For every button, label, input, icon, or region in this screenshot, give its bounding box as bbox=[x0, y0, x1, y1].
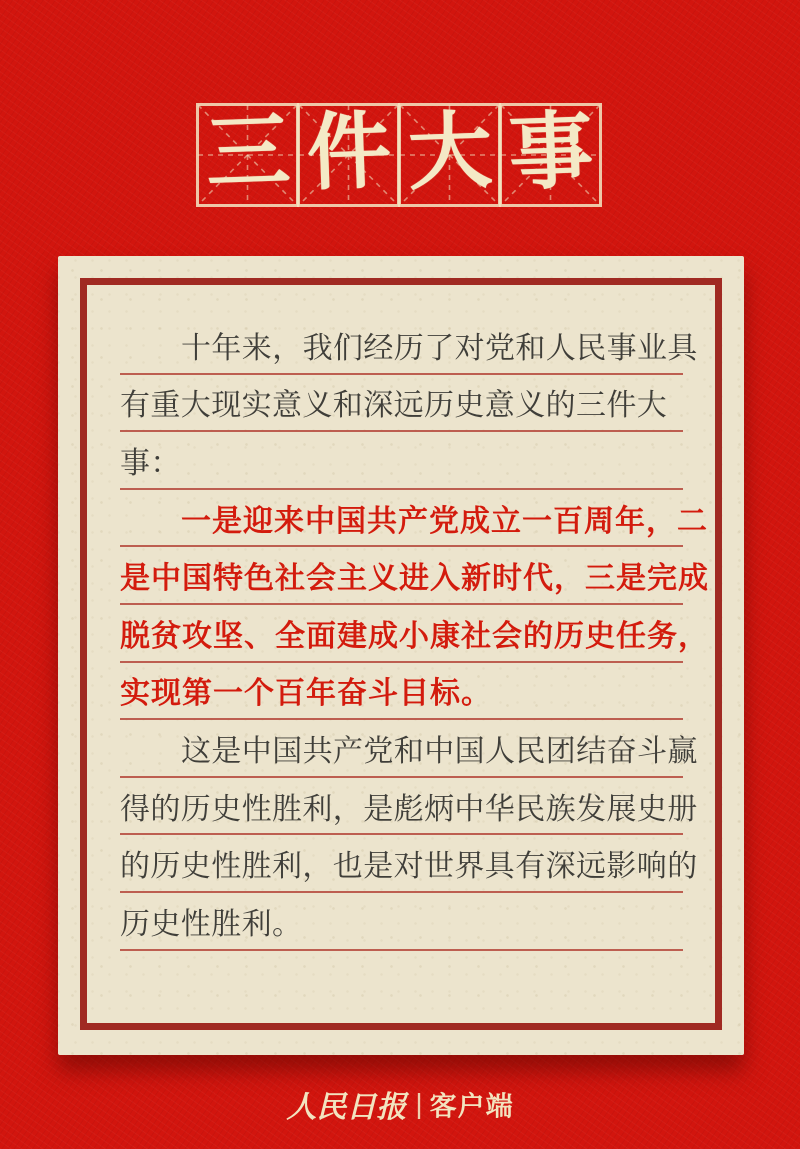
calligraphy-cell bbox=[196, 100, 299, 207]
text-line-content: 得的历史性胜利，是彪炳中华民族发展史册 bbox=[120, 792, 698, 826]
text-line-content: 脱贫攻坚、全面建成小康社会的历史任务， bbox=[120, 619, 709, 653]
text-line-content: 十年来，我们经历了对党和人民事业具 bbox=[181, 331, 698, 365]
text-line bbox=[120, 432, 683, 490]
calligraphy-cell bbox=[499, 100, 602, 207]
calligraphy-cell bbox=[398, 100, 501, 207]
brand-divider: | bbox=[415, 1088, 423, 1119]
text-line bbox=[120, 893, 683, 951]
text-line-content: 事： bbox=[120, 446, 181, 480]
text-line bbox=[120, 317, 698, 375]
text-line-content: 历史性胜利。 bbox=[120, 907, 303, 941]
text-line bbox=[120, 490, 708, 548]
title-character: 事 bbox=[506, 100, 595, 203]
text-line-content: 有重大现实意义和深远历史意义的三件大 bbox=[120, 389, 668, 423]
title-character: 件 bbox=[304, 100, 393, 203]
text-line-content: 的历史性胜利，也是对世界具有深远影响的 bbox=[120, 850, 698, 884]
peoples-daily-logo: 人民日报 bbox=[286, 1090, 407, 1125]
text-line bbox=[120, 835, 698, 893]
text-line-content: 是中国特色社会主义进入新时代，三是完成 bbox=[120, 562, 709, 596]
text-line bbox=[120, 605, 709, 663]
title-character: 三 bbox=[203, 100, 292, 203]
text-line bbox=[120, 720, 698, 778]
footer-brand bbox=[0, 1082, 800, 1126]
card-text bbox=[120, 317, 709, 951]
brand-client-label: 客户端 bbox=[429, 1091, 514, 1122]
title-character: 大 bbox=[405, 100, 494, 203]
text-line bbox=[120, 547, 709, 605]
title-calligraphy-grid bbox=[196, 100, 602, 207]
text-line-content: 实现第一个百年奋斗目标。 bbox=[120, 677, 492, 711]
calligraphy-cell bbox=[297, 100, 400, 207]
text-line bbox=[120, 663, 683, 721]
content-card bbox=[58, 256, 744, 1055]
text-line-content: 一是迎来中国共产党成立一百周年，二 bbox=[181, 504, 708, 538]
text-line bbox=[120, 375, 683, 433]
text-line bbox=[120, 778, 698, 836]
text-line-content: 这是中国共产党和中国人民团结奋斗赢 bbox=[181, 734, 698, 768]
